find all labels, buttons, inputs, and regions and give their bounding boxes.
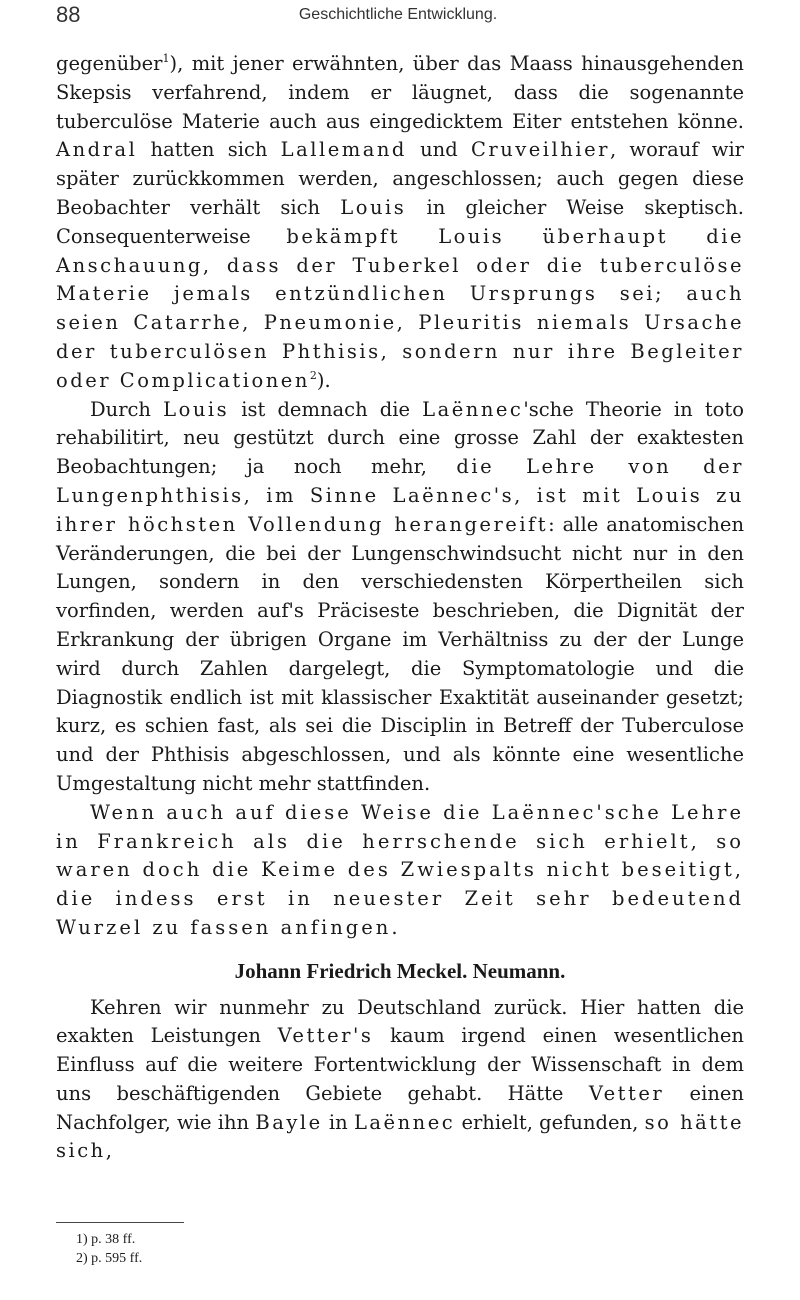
footnote-1: 1) p. 38 ff. xyxy=(76,1232,136,1247)
author-name: Andral xyxy=(56,138,138,162)
paragraph-2 xyxy=(56,396,744,799)
text-run: ), mit jener erwähnten, über das Maass hinausgehenden Skepsis verfahrend, indem er läugnet, dass die sogenannte tuberculöse Materie auch aus eingedicktem Eiter entstehen könne. xyxy=(56,52,744,133)
author-name: Lallemand xyxy=(280,138,407,162)
text-run: ist demnach die xyxy=(229,397,423,421)
page-number: 88 xyxy=(56,2,81,27)
running-head xyxy=(56,2,740,26)
text-run: in gleicher Weise skeptisch. Consequenterweise xyxy=(56,195,744,248)
author-name: Louis xyxy=(163,397,230,421)
text-run: gegenüber xyxy=(56,52,163,75)
author-name: Laënnec xyxy=(422,397,524,421)
text-run: kaum irgend einen wesentlichen Einfluss auf die weitere Fortentwicklung der Wissenschaft in dem uns beschäftigenden Gebiete gehabt. Hätte xyxy=(56,1024,744,1105)
emphasized-text: so hätte sich, xyxy=(56,1110,744,1163)
text-run: : alle anatomischen Veränderungen, die bei der Lungenschwindsucht nicht nur in den Lungen, sondern in den verschiedensten Körpertheilen sich vorfinden, werden auf's Präciseste beschrieben, die Dignität der Erkrankung der übrigen Organe im Verhältniss zu der der Lunge wird durch Zahlen dargelegt, die Symptomatologie und die Diagnostik endlich ist mit klassischer Exaktität auseinander gesetzt; kurz, es schien fast, als sei die Disciplin in Betreff der Tuberculose und der Phthisis abgeschlossen, und als könnte eine wesentliche Umgestaltung nicht mehr stattfinden. xyxy=(56,512,744,795)
text-run: Durch xyxy=(90,397,164,421)
section-heading: Johann Friedrich Meckel. Neumann. xyxy=(234,958,566,983)
author-name: Laënnec xyxy=(353,1110,456,1134)
text-run: Kehren wir nunmehr zu Deutschland zurück. Hier hatten die exakten Leistungen xyxy=(56,995,744,1048)
paragraph-1 xyxy=(56,50,744,396)
text-run: erhielt, gefunden, xyxy=(455,1110,645,1134)
author-name: Cruveilhier xyxy=(470,138,610,162)
footnote-marker-1: 1 xyxy=(162,52,170,65)
paragraph-4 xyxy=(56,994,744,1167)
body-text xyxy=(56,50,744,1166)
text-run: und xyxy=(406,138,471,162)
emphasized-text: Wenn auch auf diese Weise die Laënnec'sche Lehre in Frankreich als die herrschende sich erhielt, so waren doch die Keime des Zwiespalts nicht beseitigt, die indess erst in neuester Zeit sehr bedeutend Wurzel zu fassen anfingen. xyxy=(56,800,744,939)
footnote-marker-2: 2 xyxy=(309,368,317,382)
emphasized-text: die Lehre von der Lungenphthisis, im Sinne Laënnec's, ist mit Louis zu ihrer höchsten Vollendung herangereift xyxy=(56,455,744,536)
running-title: Geschichtliche Entwicklung. xyxy=(298,6,498,23)
text-run: hatten sich xyxy=(137,138,281,162)
footnotes xyxy=(76,1230,142,1268)
author-name: Louis xyxy=(340,195,407,219)
paragraph-3 xyxy=(56,799,744,943)
text-run: in xyxy=(322,1110,354,1134)
text-run: ). xyxy=(316,368,331,392)
author-name: Bayle xyxy=(255,1110,323,1134)
footnote-divider xyxy=(56,1222,184,1223)
emphasized-text: bekämpft Louis überhaupt die Anschauung, dass der Tuberkel oder die tuberculöse Materie jemals entzündlichen Ursprungs sei; auch seien Catarrhe, Pneumonie, Pleuritis niemals Ursache der tuberculösen Phthisis, sondern nur ihre Begleiter oder Complicationen xyxy=(56,224,744,392)
text-run: einen Nachfolger, wie ihn xyxy=(56,1081,744,1134)
text-run: 'sche Theorie in toto rehabilitirt, neu gestützt durch eine grosse Zahl der exaktesten Beobachtungen; ja noch mehr, xyxy=(56,397,744,479)
text-run: , worauf wir später zurückkommen werden, angeschlossen; auch gegen diese Beobachter verhält sich xyxy=(56,138,744,219)
author-name: Vetter's xyxy=(277,1024,374,1048)
footnote-2: 2) p. 595 ff. xyxy=(76,1251,143,1266)
author-name: Vetter xyxy=(588,1081,665,1105)
